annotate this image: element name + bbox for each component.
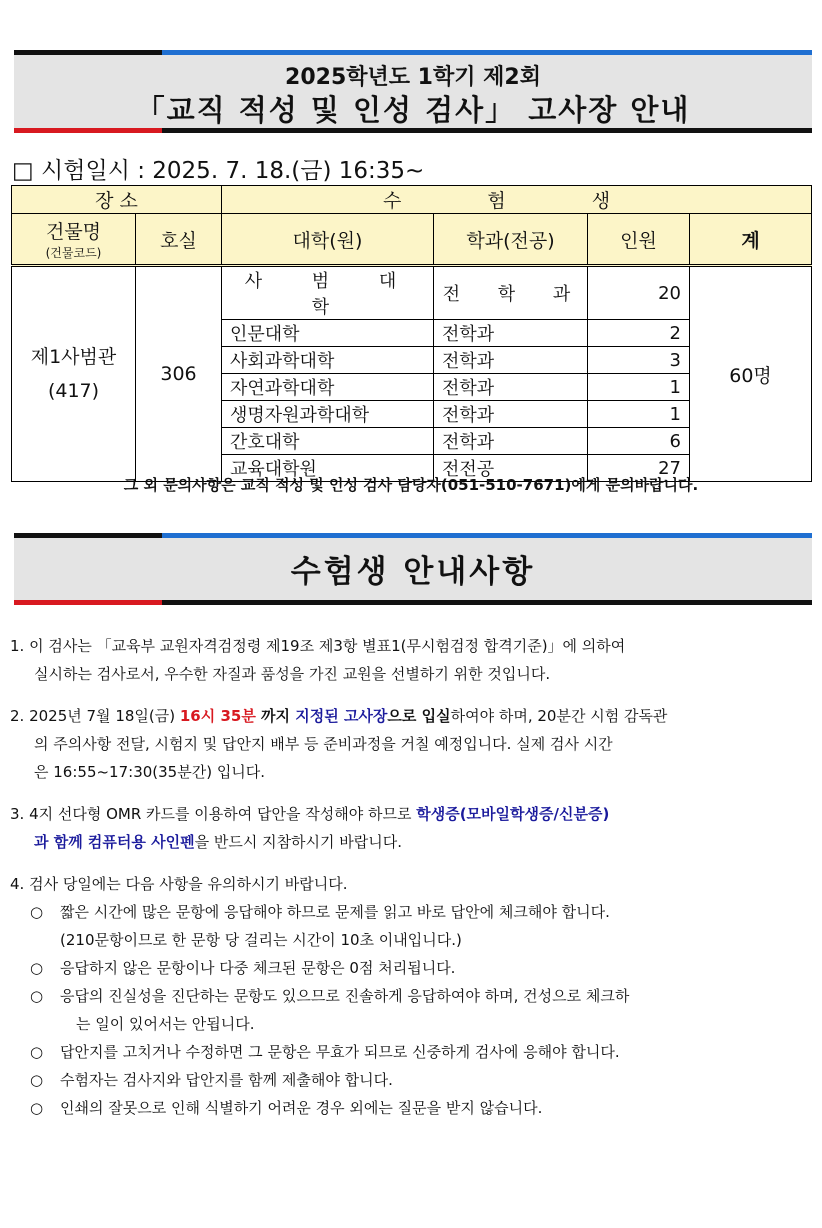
total-cell: 60명: [690, 266, 812, 482]
item2-line3: 은 16:55~17:30(35분간) 입니다.: [34, 763, 266, 781]
assigned-room-text: 지정된 고사장: [295, 707, 388, 725]
university-cell: 사 범 대 학: [222, 266, 434, 320]
item3-line2: [10, 828, 814, 856]
list-item: [10, 1094, 814, 1122]
instruction-item-4: [10, 870, 814, 1122]
table-row: [12, 266, 812, 320]
list-item-text: 짧은 시간에 많은 문항에 응답해야 하므로 문제를 읽고 바로 답안에 체크해야 합니다.: [60, 903, 610, 921]
bullet-icon: ○: [30, 903, 44, 921]
building-name: 제1사범관: [30, 346, 117, 368]
item2-text: 하여야 하며, 20분간 시험 감독관: [450, 707, 668, 725]
list-item-text: 응답의 진실성을 진단하는 문항도 있으므로 진솔하게 응답하여야 하며, 건성으로 체크하: [60, 987, 630, 1005]
department-cell: 전 학 과: [434, 266, 588, 320]
department-cell: 전전공: [434, 455, 588, 482]
list-item-text: 답안지를 고치거나 수정하면 그 문항은 무효가 되므로 신중하게 검사에 응해야 합니다.: [60, 1043, 620, 1061]
header-total: 계: [690, 214, 812, 266]
list-item: [10, 982, 814, 1038]
banner-bottom-bar-dark: [162, 600, 812, 605]
banner-subtitle: 2025학년도 1학기 제2회: [285, 65, 541, 90]
bullet-icon: ○: [30, 1099, 44, 1117]
venue-table: [11, 185, 812, 482]
instructions-title: 수험생 안내사항: [290, 554, 536, 590]
university-cell: 간호대학: [222, 428, 434, 455]
exam-date: □ 시험일시 : 2025. 7. 18.(금) 16:35~: [12, 158, 425, 184]
department-cell: 전학과: [434, 374, 588, 401]
item1-line2: 실시하는 검사로서, 우수한 자질과 품성을 가진 교원을 선별하기 위한 것입니다.: [34, 665, 551, 683]
department-cell: 전학과: [434, 401, 588, 428]
room-cell: 306: [136, 266, 222, 482]
building-cell: [12, 266, 136, 482]
item2-line1: [10, 702, 814, 730]
title-banner: [14, 50, 812, 133]
pen-text: 과 함께 컴퓨터용 사인펜: [34, 833, 195, 851]
contact-notice: 그 외 문의사항은 교직 적성 및 인성 검사 담당자(051-510-7671)에게 문의바랍니다.: [123, 476, 699, 494]
instructions-banner: [14, 533, 812, 605]
item2-text: 으로: [387, 707, 422, 725]
department-cell: 전학과: [434, 320, 588, 347]
header-place: 장 소: [12, 186, 222, 214]
university-cell: 사회과학대학: [222, 347, 434, 374]
list-item: [10, 954, 814, 982]
department-cell: 전학과: [434, 347, 588, 374]
student-id-text: 학생증(모바일학생증/신분증): [416, 805, 610, 823]
item2-text: 2. 2025년 7월 18일(금): [10, 707, 180, 725]
bullet-icon: ○: [30, 987, 44, 1005]
item1-line1: 1. 이 검사는 「교육부 교원자격검정령 제19조 제3항 별표1(무시험검정 합격기준)」에 의하여: [10, 637, 626, 655]
header-count: 인원: [588, 214, 690, 266]
bullet-icon: ○: [30, 1043, 44, 1061]
instruction-list: [10, 632, 814, 1136]
list-item: [10, 1066, 814, 1094]
list-item-text: (210문항이므로 한 문항 당 걸리는 시간이 10초 이내입니다.): [60, 931, 462, 949]
banner-top-bar-blue: [162, 533, 812, 538]
instruction-item-1: [10, 632, 814, 688]
list-item-text: 인쇄의 잘못으로 인해 식별하기 어려운 경우 외에는 질문을 받지 않습니다.: [60, 1099, 543, 1117]
header-department: 학과(전공): [434, 214, 588, 266]
count-cell: 3: [588, 347, 690, 374]
entry-text: 입실: [421, 707, 451, 725]
banner-top-bar-dark: [14, 533, 162, 538]
instruction-item-2: [10, 702, 814, 786]
item2-text: 까지: [255, 707, 296, 725]
bullet-icon: ○: [30, 959, 44, 977]
banner-title: 「교직 적성 및 인성 검사」 고사장 안내: [135, 93, 691, 127]
list-item-text: 수험자는 검사지와 답안지를 함께 제출해야 합니다.: [60, 1071, 393, 1089]
count-cell: 6: [588, 428, 690, 455]
header-room: 호실: [136, 214, 222, 266]
entry-time: 16시 35분: [179, 707, 256, 725]
item2-line2: 의 주의사항 전달, 시험지 및 답안지 배부 등 준비과정을 거칠 예정입니다. 실제 검사 시간: [34, 735, 613, 753]
item4-heading: 4. 검사 당일에는 다음 사항을 유의하시기 바랍니다.: [10, 875, 348, 893]
count-cell: 2: [588, 320, 690, 347]
bullet-icon: ○: [30, 1071, 44, 1089]
university-cell: 교육대학원: [222, 455, 434, 482]
item3-text: 3. 4지 선다형 OMR 카드를 이용하여 답안을 작성해야 하므로: [10, 805, 417, 823]
item3-line1: [10, 800, 814, 828]
banner-top-bar-dark: [14, 50, 162, 55]
building-code: (417): [47, 380, 100, 402]
instruction-item-3: [10, 800, 814, 856]
count-cell: 1: [588, 401, 690, 428]
count-cell: 1: [588, 374, 690, 401]
banner-top-bar-blue: [162, 50, 812, 55]
item3-text: 을 반드시 지참하시기 바랍니다.: [194, 833, 403, 851]
list-item-text: 는 일이 있어서는 안됩니다.: [76, 1015, 255, 1033]
list-item-text: 응답하지 않은 문항이나 다중 체크된 문항은 0점 처리됩니다.: [60, 959, 456, 977]
university-cell: 자연과학대학: [222, 374, 434, 401]
header-building: [12, 214, 136, 266]
university-cell: 인문대학: [222, 320, 434, 347]
list-item: [10, 1038, 814, 1066]
count-cell: 20: [588, 266, 690, 320]
header-examinees: 수 험 생: [222, 186, 812, 214]
count-cell: 27: [588, 455, 690, 482]
banner-bottom-bar-dark: [162, 128, 812, 133]
university-cell: 생명자원과학대학: [222, 401, 434, 428]
header-building-label: 건물명: [45, 221, 102, 243]
header-building-code: (건물코드): [45, 246, 102, 260]
department-cell: 전학과: [434, 428, 588, 455]
header-university: 대학(원): [222, 214, 434, 266]
banner-bottom-bar-red: [14, 600, 162, 605]
banner-bottom-bar-red: [14, 128, 162, 133]
list-item: [10, 898, 814, 954]
